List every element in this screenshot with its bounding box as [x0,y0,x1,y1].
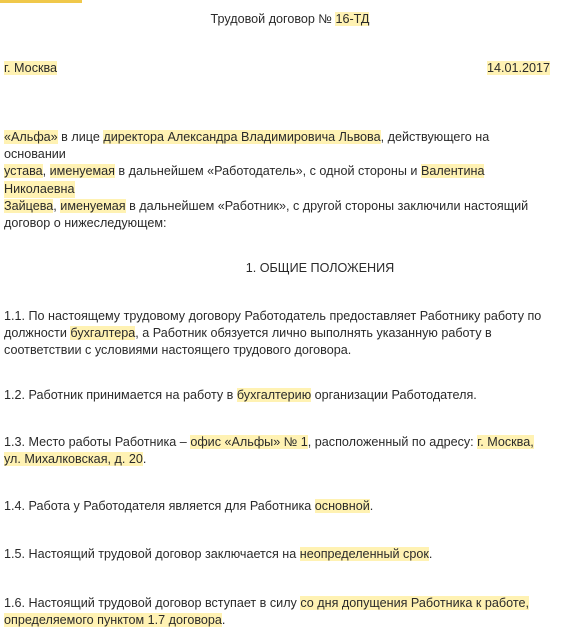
clause-line: соответствии с условиями настоящего трудового договора. [4,343,352,358]
clause-line [4,387,572,404]
referred-as: именуемая [60,198,126,213]
clause-line [4,325,572,342]
preamble-paragraph [4,129,572,232]
clause-text: должности [4,326,71,341]
employee-first-name: Валентина [420,164,485,179]
director-name: директора Александра Владимировича Львова [103,130,381,144]
basis-document: устава [4,164,43,179]
employee-surname: Зайцева [4,198,54,213]
clause-1-3 [4,434,572,468]
preamble-text: в дальнейшем «Работник», с другой стороны заключили настоящий [125,198,529,213]
clause-1-5 [4,546,572,563]
clause-1-1 [4,308,572,360]
clause-text: . [142,452,147,467]
clause-text: 1.5. Настоящий трудовой договор заключается на [4,547,300,561]
clause-line [4,612,572,629]
contract-city: г. Москва [4,61,58,75]
employee-patronymic: Николаевна [4,181,75,198]
clause-text: организации Работодателя. [311,388,477,402]
clause-text: . [221,613,226,628]
work-type: основной [314,499,370,513]
clause-line [4,498,572,515]
preamble-line [4,129,572,146]
address-city: г. Москва, [477,435,534,449]
clause-1-2 [4,387,572,404]
clause-text: 1.2. Работник принимается на работу в [4,388,237,402]
document-title [0,12,580,26]
workplace-name: офис «Альфы» № 1 [190,435,308,449]
start-condition: со дня допущения Работника к работе, [300,596,529,610]
preamble-text: в дальнейшем «Работодатель», с одной стороны и [114,164,421,179]
start-condition-reference: определяемого пунктом 1.7 договора [4,613,222,628]
clause-line [4,595,572,612]
clause-text: 1.6. Настоящий трудовой договор вступает в силу [4,596,301,610]
preamble-line: договор о нижеследующем: [4,216,167,231]
address-street: ул. Михалковская, д. 20 [4,452,143,467]
preamble-text: , действующего на [380,130,490,144]
clause-text: 1.4. Работа у Работодателя является для Работника [4,499,315,513]
title-text: Трудовой договор № [210,12,336,26]
clause-text: . [369,499,374,513]
preamble-line [4,198,572,215]
preamble-text: в лице [57,130,104,144]
preamble-text: , [42,164,50,179]
section-heading: 1. ОБЩИЕ ПОЛОЖЕНИЯ [245,261,395,275]
clause-1-4 [4,498,572,515]
clause-text: , расположенный по адресу: [307,435,478,449]
clause-text: 1.3. Место работы Работника – [4,435,191,449]
preamble-line: основании [4,147,66,162]
contract-term: неопределенный срок [299,547,429,561]
clause-line [4,434,572,451]
contract-number: 16-ТД [335,12,370,26]
department-name: бухгалтерию [236,388,312,402]
referred-as: именуемая [49,164,115,179]
preamble-line [4,163,572,180]
contract-date: 14.01.2017 [486,61,550,75]
top-accent-bar [0,0,82,3]
clause-line [4,546,572,563]
clause-line [4,451,572,468]
employer-name: «Альфа» [4,130,58,144]
clause-text: . [428,547,433,561]
position-name: бухгалтера [70,326,136,341]
clause-line: 1.1. По настоящему трудовому договору Работодатель предоставляет Работнику работу по [4,309,542,323]
preamble-text: , [53,198,61,213]
clause-text: , а Работник обязуется лично выполнять указанную работу в [135,326,492,341]
clause-1-6 [4,595,572,629]
